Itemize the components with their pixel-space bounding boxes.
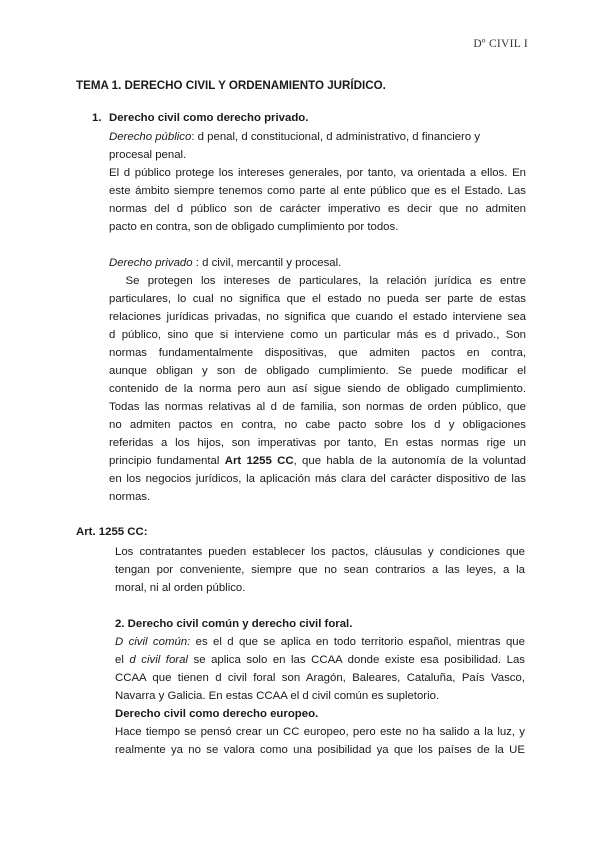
europeo-line: realmente ya no se valora como una posibilidad ya que los países de la UE	[115, 744, 525, 756]
privado-paragraph-line: Todas las normas relativas al d de familia, son normas de orden público, que	[109, 401, 526, 413]
art-reference: Art 1255 CC	[224, 455, 294, 467]
privado-paragraph-line: d público, sino que si interviene como un particular más es d privado., Son	[109, 329, 526, 341]
foral-post: se aplica solo en las CCAA donde existe esa posibilidad. Las	[187, 654, 525, 666]
publico-paragraph-line: este ámbito siempre tenemos como parte al ente público que es el Estado. Las	[109, 185, 526, 197]
section1-number: 1.	[92, 112, 102, 124]
section2-line: Navarra y Galicia. En estas CCAA el d civil común es supletorio.	[115, 690, 440, 702]
privado-paragraph-line: normas fundamentalmente dispositivas, que admiten pactos en contra,	[109, 347, 526, 359]
europeo-line: Hace tiempo se pensó crear un CC europeo, pero este no ha salido a la luz, y	[115, 726, 525, 738]
publico-def-line1: : d penal, d constitucional, d administrativo, d financiero y	[191, 131, 481, 143]
privado-definition	[109, 256, 341, 270]
privado-paragraph-line: referidas a los hijos, son imperativas por tanto, En estas normas rige un	[109, 437, 526, 449]
comun-term: D civil común:	[115, 636, 191, 648]
art-line-post: , que habla de la autonomía de la voluntad	[293, 455, 526, 467]
europeo-heading: Derecho civil como derecho europeo.	[115, 708, 319, 720]
publico-definition	[109, 130, 529, 144]
foral-pre: el	[115, 654, 130, 666]
article-line: moral, ni al orden público.	[115, 582, 246, 594]
section2-heading: 2. Derecho civil común y derecho civil foral.	[115, 618, 353, 630]
document-title: TEMA 1. DERECHO CIVIL Y ORDENAMIENTO JURÍDICO.	[76, 79, 386, 92]
comun-rest: es el d que se aplica en todo territorio español, mientras que	[190, 636, 525, 648]
publico-def-line2: procesal penal.	[109, 149, 187, 161]
publico-paragraph-line: pacto en contra, son de obligado cumplimiento por todos.	[109, 221, 399, 233]
privado-paragraph-line: Se protegen los intereses de particulares, la relación jurídica es entre	[109, 275, 526, 287]
privado-term: Derecho privado	[109, 257, 193, 269]
comun-line	[115, 635, 525, 649]
privado-def: : d civil, mercantil y procesal.	[192, 257, 342, 269]
privado-paragraph-line: relaciones jurídicas privadas, no significa que cuando el estado interviene sea	[109, 311, 526, 323]
privado-paragraph-line: en los negocios jurídicos, la aplicación más clara del carácter dispositivo de las	[109, 473, 526, 485]
privado-paragraph-line: normas.	[109, 491, 151, 503]
publico-term: Derecho público	[109, 131, 192, 143]
publico-paragraph-line: El d público protege los intereses generales, por tanto, va orientada a ellos. En	[109, 167, 526, 179]
publico-paragraph-line: normas del d público son de carácter imperativo es decir que no admiten	[109, 203, 526, 215]
privado-paragraph-line: contenido de la norma pero aun así sigue siendo de obligado cumplimiento.	[109, 383, 526, 395]
privado-paragraph-line: particulares, lo cual no significa que el estado no pueda ser parte de estas	[109, 293, 526, 305]
running-head: Dº CIVIL I	[473, 38, 528, 50]
section1-heading: Derecho civil como derecho privado.	[109, 112, 309, 124]
privado-paragraph-line: aunque obligan y son de obligado cumplimiento. Se puede modificar el	[109, 365, 526, 377]
privado-art-line	[109, 454, 526, 468]
article-line: Los contratantes pueden establecer los pactos, cláusulas y condiciones que	[115, 546, 525, 558]
article-heading: Art. 1255 CC:	[76, 526, 148, 538]
article-line: tengan por conveniente, siempre que no sean contrarios a las leyes, a la	[115, 564, 525, 576]
foral-term: d civil foral	[129, 654, 188, 666]
privado-paragraph-line: no admiten pactos en contra, no cabe pacto sobre los d y obligaciones	[109, 419, 526, 431]
section2-line: CCAA que tienen d civil foral son Aragón, Baleares, Cataluña, País Vasco,	[115, 672, 525, 684]
foral-line	[115, 653, 525, 667]
art-line-pre: principio fundamental	[109, 455, 225, 467]
